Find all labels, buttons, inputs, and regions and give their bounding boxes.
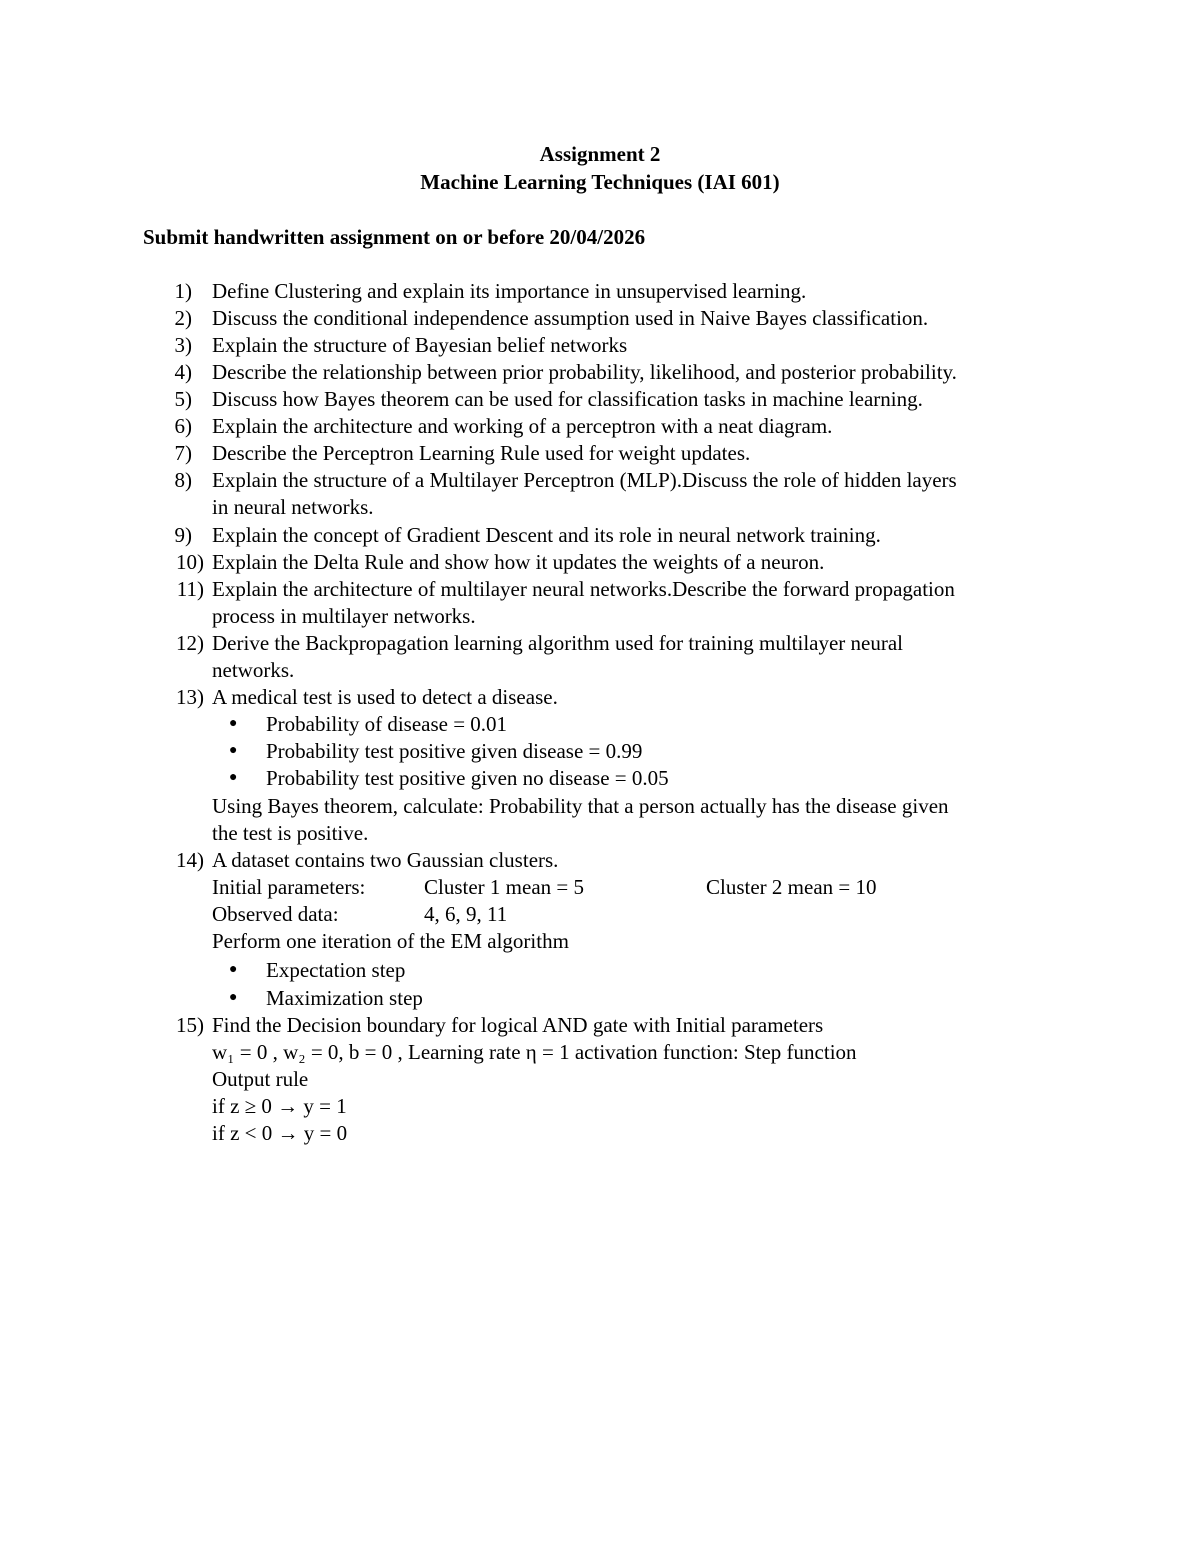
- question-text: A dataset contains two Gaussian clusters.: [212, 848, 559, 872]
- question-number: 12): [176, 631, 204, 655]
- bullet-icon: ●: [229, 770, 238, 785]
- question-text: Discuss the conditional independence assumption used in Naive Bayes classification.: [212, 306, 929, 330]
- course-title: Machine Learning Techniques (IAI 601): [420, 170, 780, 194]
- question-number: 13): [176, 685, 204, 709]
- question-text-cont: networks.: [212, 658, 295, 682]
- bullet-icon: ●: [229, 716, 238, 731]
- question-text: Describe the Perceptron Learning Rule used for weight updates.: [212, 441, 751, 465]
- question-number: 14): [176, 848, 204, 872]
- output-rule-1: if z ≥ 0 → y = 1: [212, 1094, 347, 1118]
- question-text-cont: Perform one iteration of the EM algorithm: [212, 929, 569, 953]
- question-number: 15): [176, 1013, 204, 1037]
- bullet-item: Probability test positive given disease = 0.99: [266, 739, 643, 763]
- question-text: Explain the architecture of multilayer neural networks.Describe the forward propagation: [212, 577, 955, 601]
- output-rule-label: Output rule: [212, 1067, 309, 1091]
- initial-params-label: Initial parameters:: [212, 875, 366, 899]
- bullet-item: Probability of disease = 0.01: [266, 712, 508, 736]
- question-number: 2): [174, 306, 192, 330]
- question-number: 8): [174, 468, 192, 492]
- cluster2-mean: Cluster 2 mean = 10: [706, 875, 877, 899]
- question-text: Explain the architecture and working of a perceptron with a neat diagram.: [212, 414, 833, 438]
- bullet-item: Probability test positive given no disease = 0.05: [266, 766, 669, 790]
- bullet-item: Maximization step: [266, 986, 423, 1010]
- question-text-cont: in neural networks.: [212, 495, 374, 519]
- question-number: 11): [176, 577, 204, 601]
- question-text: A medical test is used to detect a disease.: [212, 685, 558, 709]
- question-text: Explain the structure of Bayesian belief networks: [212, 333, 628, 357]
- question-text: Discuss how Bayes theorem can be used for classification tasks in machine learning.: [212, 387, 923, 411]
- output-rule-2: if z < 0 → y = 0: [212, 1121, 348, 1145]
- question-text: Explain the Delta Rule and show how it updates the weights of a neuron.: [212, 550, 825, 574]
- cluster1-mean: Cluster 1 mean = 5: [424, 875, 584, 899]
- question-number: 5): [174, 387, 192, 411]
- question-text: Explain the structure of a Multilayer Perceptron (MLP).Discuss the role of hidden layers: [212, 468, 957, 492]
- question-text: Find the Decision boundary for logical AND gate with Initial parameters: [212, 1013, 824, 1037]
- question-number: 3): [174, 333, 192, 357]
- question-text: Explain the concept of Gradient Descent and its role in neural network training.: [212, 523, 881, 547]
- question-text: Describe the relationship between prior probability, likelihood, and posterior probability.: [212, 360, 957, 384]
- question-text: Define Clustering and explain its importance in unsupervised learning.: [212, 279, 807, 303]
- question-number: 10): [176, 550, 204, 574]
- question-text-cont: process in multilayer networks.: [212, 604, 476, 628]
- bullet-icon: ●: [229, 962, 238, 977]
- submission-note: Submit handwritten assignment on or before 20/04/2026: [143, 225, 646, 249]
- question-text-cont: the test is positive.: [212, 821, 369, 845]
- observed-data-values: 4, 6, 9, 11: [424, 902, 508, 926]
- initial-parameters-line: w₁ = 0 , w₂ = 0, b = 0 , Learning rate η = 1 activation function: Step function: [212, 1040, 857, 1064]
- assignment-title: Assignment 2: [539, 142, 661, 166]
- question-text: Derive the Backpropagation learning algorithm used for training multilayer neural: [212, 631, 904, 655]
- question-number: 4): [174, 360, 192, 384]
- question-number: 7): [174, 441, 192, 465]
- bullet-icon: ●: [229, 743, 238, 758]
- bullet-icon: ●: [229, 990, 238, 1005]
- bullet-item: Expectation step: [266, 958, 406, 982]
- question-number: 9): [174, 523, 192, 547]
- observed-data-label: Observed data:: [212, 902, 339, 926]
- question-number: 6): [174, 414, 192, 438]
- question-number: 1): [174, 279, 192, 303]
- question-text-cont: Using Bayes theorem, calculate: Probability that a person actually has the disease given: [212, 794, 949, 818]
